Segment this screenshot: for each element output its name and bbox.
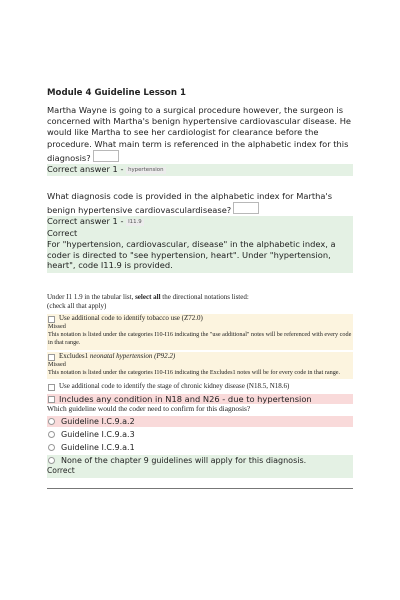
question-4-feedback [47,455,353,478]
question-4 [47,404,353,478]
option-checkbox-row[interactable]: Use additional code to identify tobacco use (Z72.0) [47,314,353,323]
option-note: This notation is listed under the categories I10-I16 indicating the "use additional" notes will be referenced with every code in that range. [48,331,352,347]
option-radio-row[interactable]: Guideline I.C.9.a.3 [47,429,353,440]
answer-chip: hypertension [128,167,164,174]
checkbox[interactable] [48,354,55,361]
option-status: Missed [48,360,66,368]
lesson-page [47,88,353,478]
radio-button[interactable] [48,457,55,464]
status-label: Correct [47,227,78,238]
question-4-prompt: Which guideline would the coder need to confirm for this diagnosis? [47,404,251,414]
checkbox[interactable] [48,384,55,391]
question-3 [47,293,353,404]
option-status: Missed [48,322,66,330]
question-1-answer: Correct answer 1 - hypertension [47,164,353,176]
option-checkbox-row[interactable]: Includes any condition in N18 and N26 - due to hypertension [47,394,353,404]
question-3-prompt: Under I1 1.9 in the tabular list, select all the directional notations listed: [47,292,249,301]
option-radio-row[interactable]: Guideline I.C.9.a.1 [47,442,353,453]
option-note: This notation is listed under the categories I10-I16 indicating the Excludes1 notes will be for every code in that range. [48,368,341,376]
question-1 [47,105,353,176]
question-2 [47,191,353,273]
answer-chip: I11.9 [128,219,142,226]
option-radio-row[interactable]: None of the chapter 9 guidelines will apply for this diagnosis. [47,455,353,466]
question-3-hint: (check all that apply) [47,301,107,310]
answer-input-1[interactable] [93,150,119,162]
option-radio-row[interactable]: Guideline I.C.9.a.2 [47,416,353,427]
radio-button[interactable] [48,431,55,438]
option-checkbox-row[interactable]: Use additional code to identify the stage of chronic kidney disease (N18.5, N18.6) [47,382,353,391]
checkbox[interactable] [48,396,55,403]
page-title: Module 4 Guideline Lesson 1 [47,88,186,98]
status-label: Correct [47,466,75,476]
explanation-text: For "hypertension, cardiovascular, disease" in the alphabetic index, a coder is directed to "see hypertension, heart". Under "hypertension, heart", code I11.9 is provided. [47,239,336,271]
divider-line [47,488,353,489]
checkbox[interactable] [48,316,55,323]
radio-button[interactable] [48,444,55,451]
question-2-prompt: What diagnosis code is provided in the alphabetic index for Martha's benign hypertensive cardiovasculardisease? [47,190,333,215]
option-checkbox-row[interactable]: Excludes1 neonatal hypertension (P92.2) [47,352,353,361]
option-block [47,314,353,350]
answer-input-2[interactable] [233,202,259,214]
question-2-feedback: Correct answer 1 - I11.9 Correct For "hypertension, cardiovascular, disease" in the alphabetic index, a coder is directed to "see hypertension, heart". Under "hypertension, heart", code I11.9 is provided. [47,216,353,273]
question-1-prompt: Martha Wayne is going to a surgical procedure however, the surgeon is concerned with Martha's benign hypertensive cardiovascular disease. He would like Martha to see her cardiologist for clearance before the procedure. What main term is referenced in the alphabetic index for this diagnosis? [47,105,352,163]
option-block [47,352,353,379]
radio-button[interactable] [48,418,55,425]
